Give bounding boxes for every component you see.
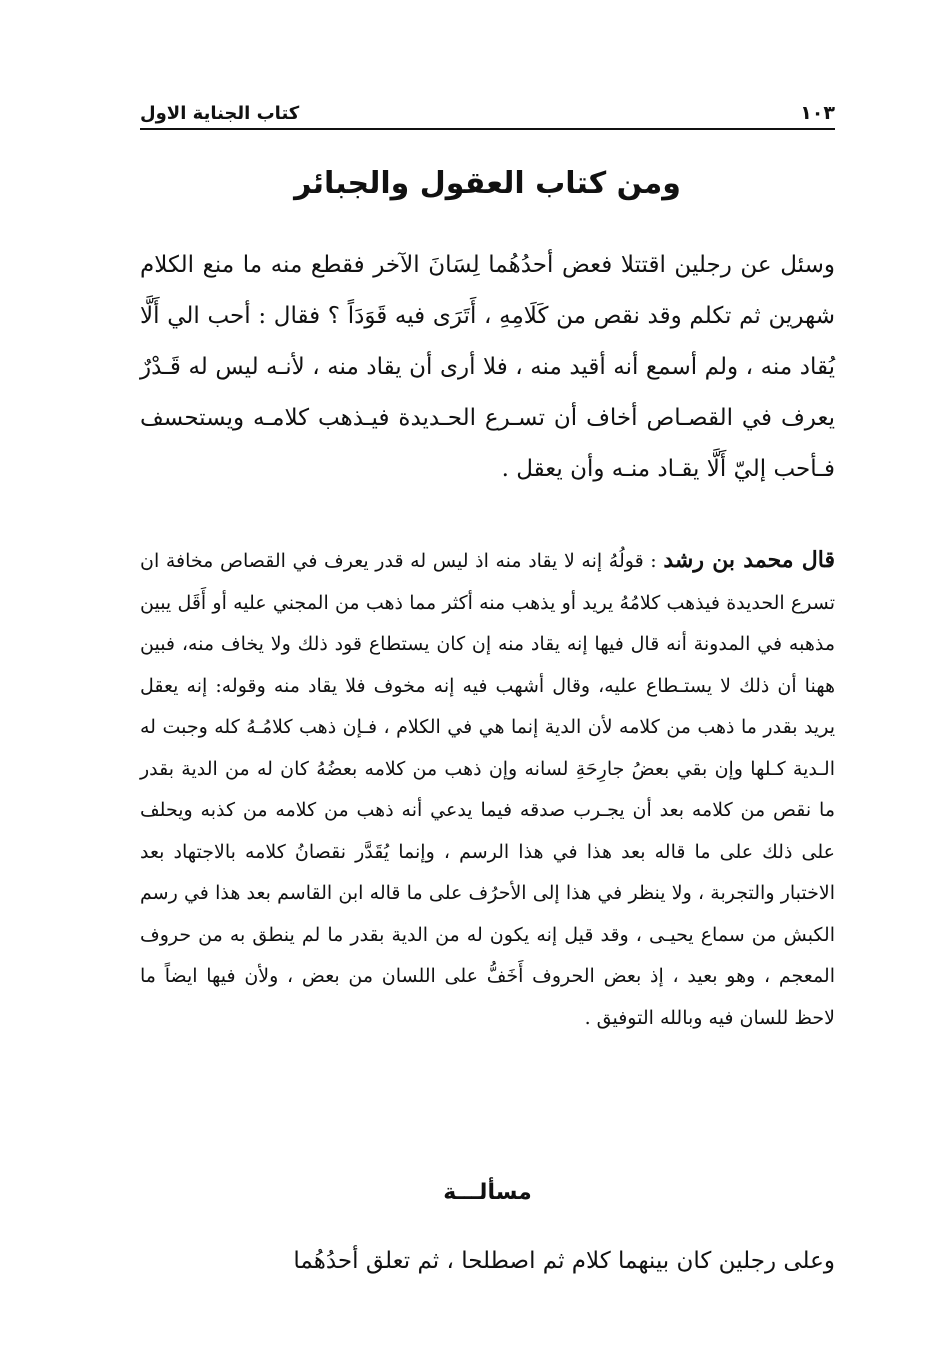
chapter-heading: ومن كتاب العقول والجبائر [294,166,681,201]
commentary-body [140,540,835,1039]
issue-text: وعلى رجلين كان بينهما كلام ثم اصطلحا ، ثم تعلق أحدُهُما [293,1248,835,1274]
page-number: ١٠٣ [800,102,835,124]
commentary-paragraph [140,540,835,1039]
question-paragraph [140,240,835,495]
issue-heading: مسألـــة [443,1180,532,1205]
issue-paragraph [140,1236,835,1287]
commentary-text: قولُهُ إنه لا يقاد منه اذ ليس له قدر يعرف في القصاص مخافة ان تسرع الحديدة فيذهب كلامُهُ يريد أو يذهب منه أكثر مما ذهب من المجني عليه أو أَقَل يبين مذهبه في المدونة أنه قال فيها إنه يقاد منه إن كان يستطاع قود ذلك ولا يخاف منه، فبين ههنا أن ذلك لا يستـطاع عليه، وقال أشهب فيه إنه مخوف فلا يقاد منه وقوله: إنه يعقل يريد بقدر ما ذهب من كلامه لأن الدية إنما هي في الكلام ، فـإن ذهب كلامُـهُ كله وجبت له الـدية كـلها وإن بقي بعضُ جارِحَةِ لسانه وإن ذهب من كلامه بعضُهُ كان له من الدية بقدر ما نقص من كلامه بعد أن يجـرب صدقه فيما يدعي أنه ذهب من كلامه من كذبه ويحلف على ذلك على ما قاله بعد هذا في هذا الرسم ، وإنما يُقَدَّر نقصانُ كلامه بالاجتهاد بعد الاختبار والتجربة ، ولا ينظر في هذا إلى الأحرُف على ما قاله ابن القاسم بعد هذا في رسم الكبش من سماع يحيـى ، وقد قيل إنه يكون له من الدية بقدر ما لم ينطق به من حروف المعجم ، وهو بعيد ، إذ بعض الحروف أَخَفُّ على اللسان من بعض ، ولأن فيها ايضاً ما لاحظ للسان فيه وبالله التوفيق . [140,550,835,1029]
book-title: كتاب الجناية الاول [140,103,300,124]
commentary-separator: : [643,550,664,572]
commentary-speaker: قال محمد بن رشد [663,547,835,573]
running-header [140,92,835,130]
question-text: وسئل عن رجلين اقتتلا فعض أحدُهُما لِسَانَ الآخر فقطع منه ما منع الكلام شهرين ثم تكلم وقد نقص من كَلَامِهِ ، أَتَرَى فيه قَوَدَاً ؟ فقال : أحب الي أَلَّا يُقاد منه ، ولم أسمع أنه أقيد منه ، فلا أرى أن يقاد منه ، لأنـه ليس له قَـدْرٌ يعرف في القصـاص أخاف أن تسـرع الحـديدة فيـذهب كلامـه ويستحسف فـأحب إليّ أَلَّا يقـاد منـه وأن يعقل . [140,252,835,482]
